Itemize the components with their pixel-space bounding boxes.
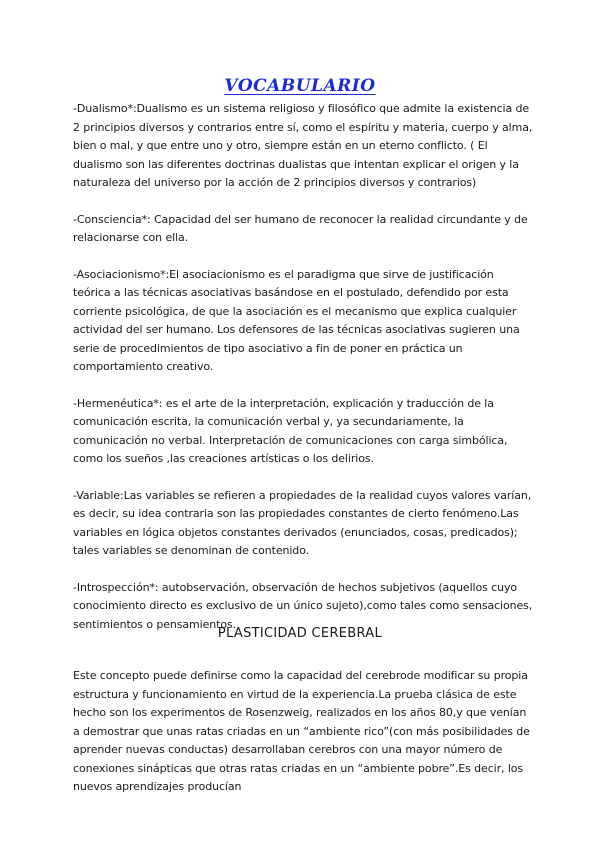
vocabulary-entry-consciencia: -Consciencia*: Capacidad del ser humano de reconocer la realidad circundante y de relacionarse con ella. <box>73 212 528 244</box>
section-paragraph: Este concepto puede definirse como la capacidad del cerebrode modificar su propia estructura y funcionamiento en virtud de la experiencia.La prueba clásica de este hecho son los experimentos de Rosenzweig, realizados en los años 80,y que venían a demostrar que unas ratas criadas en un “ambiente rico”(con más posibilidades de aprender nuevas conductas) desarrollaban cerebros con una mayor número de conexiones sinápticas que otras ratas criadas en un “ambiente pobre”.Es decir, los nuevos aprendizajes producían <box>73 669 530 793</box>
vocabulary-entry-variable: -Variable:Las variables se refieren a propiedades de la realidad cuyos valores varían, es decir, su idea contraria son las propiedades constantes de cierto fenómeno.Las variables en lógica objetos constantes derivados (enunciados, cosas, predicados); tales variables se denominan de contenido. <box>73 488 532 557</box>
vocabulary-entry-asociacionismo: -Asociacionismo*:El asociacionismo es el paradigma que sirve de justificación teórica a las técnicas asociativas basándose en el postulado, defendido por esta corriente psicológica, de que la asociación es el mecanismo que explica cualquier actividad del ser humano. Los defensores de las técnicas asociativas sugieren una serie de procedimientos de tipo asociativo a fin de poner en práctica un comportamiento creativo. <box>73 267 520 373</box>
section-heading: PLASTICIDAD CEREBRAL <box>217 626 383 641</box>
document-title: VOCABULARIO <box>224 76 376 96</box>
vocabulary-entry-hermeneutica: -Hermenéutica*: es el arte de la interpretación, explicación y traducción de la comunicación escrita, la comunicación verbal y, ya secundariamente, la comunicación no verbal. Interpretación de comunicaciones con carga simbólica, como los sueños ,las creaciones artísticas o los delirios. <box>73 396 508 465</box>
vocabulary-list <box>73 100 533 652</box>
vocabulary-entry-introspeccion: -Introspección*: autobservación, observación de hechos subjetivos (aquellos cuyo conocimiento directo es exclusivo de un único sujeto),como tales como sensaciones, sentimientos o pensamientos. <box>73 580 533 631</box>
vocabulary-entry-dualismo: -Dualismo*:Dualismo es un sistema religioso y filosófico que admite la existencia de 2 principios diversos y contrarios entre sí, como el espíritu y materia, cuerpo y alma, bien o mal, y que entre uno y otro, siempre están en un eterno conflicto. ( El dualismo son las diferentes doctrinas dualistas que intentan explicar el origen y la naturaleza del universo por la acción de 2 principios diversos y contrarios) <box>73 102 533 189</box>
